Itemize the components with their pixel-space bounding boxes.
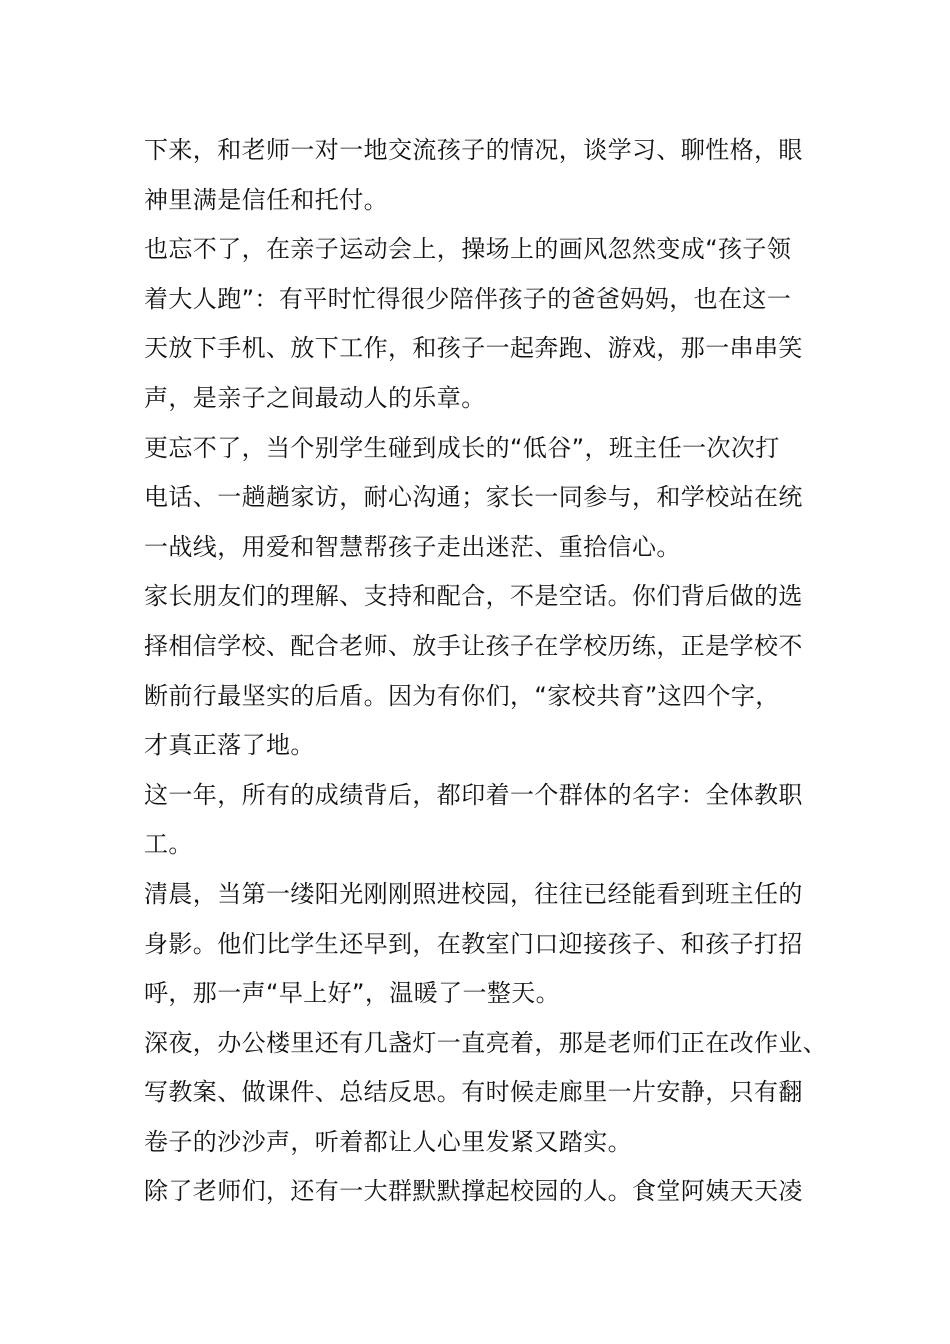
- text-line: 清晨，当第一缕阳光刚刚照进校园，往往已经能看到班主任的: [144, 879, 803, 908]
- text-line: 深夜，办公楼里还有几盏灯一直亮着，那是老师们正在改作业、: [144, 1028, 828, 1057]
- text-line: 写教案、做课件、总结反思。有时候走廊里一片安静，只有翻: [144, 1078, 803, 1107]
- text-line: 家长朋友们的理解、支持和配合，不是空话。你们背后做的选: [144, 582, 803, 611]
- text-line: 声，是亲子之间最动人的乐章。: [144, 383, 486, 412]
- text-line: 下来，和老师一对一地交流孩子的情况，谈学习、聊性格，眼: [144, 136, 803, 164]
- text-line: 除了老师们，还有一大群默默撑起校园的人。食堂阿姨天天凌: [144, 1177, 803, 1206]
- text-line: 这一年，所有的成绩背后，都印着一个群体的名字：全体教职: [144, 780, 803, 809]
- text-line: 神里满是信任和托付。: [144, 185, 388, 214]
- text-line: 身影。他们比学生还早到，在教室门口迎接孩子、和孩子打招: [144, 929, 803, 958]
- text-line: 断前行最坚实的后盾。因为有你们，“家校共育”这四个字，: [144, 681, 780, 710]
- text-line: 也忘不了，在亲子运动会上，操场上的画风忽然变成“孩子领: [144, 235, 792, 264]
- text-line: 择相信学校、配合老师、放手让孩子在学校历练，正是学校不: [144, 631, 803, 660]
- text-line: 卷子的沙沙声，听着都让人心里发紧又踏实。: [144, 1127, 632, 1156]
- text-line: 才真正落了地。: [144, 731, 315, 760]
- text-line: 电话、一趟趟家访，耐心沟通；家长一同参与，和学校站在统: [144, 483, 803, 512]
- text-line: 工。: [144, 830, 193, 859]
- text-line: 着大人跑”：有平时忙得很少陪伴孩子的爸爸妈妈，也在这一: [144, 284, 792, 313]
- text-line: 一战线，用爱和智慧帮孩子走出迷茫、重拾信心。: [144, 532, 681, 561]
- text-line: 更忘不了，当个别学生碰到成长的“低谷”，班主任一次次打: [144, 433, 780, 462]
- body-text: [144, 126, 828, 1217]
- text-line: 天放下手机、放下工作，和孩子一起奔跑、游戏，那一串串笑: [144, 334, 803, 363]
- text-line: 呼，那一声“早上好”，温暖了一整天。: [144, 979, 561, 1008]
